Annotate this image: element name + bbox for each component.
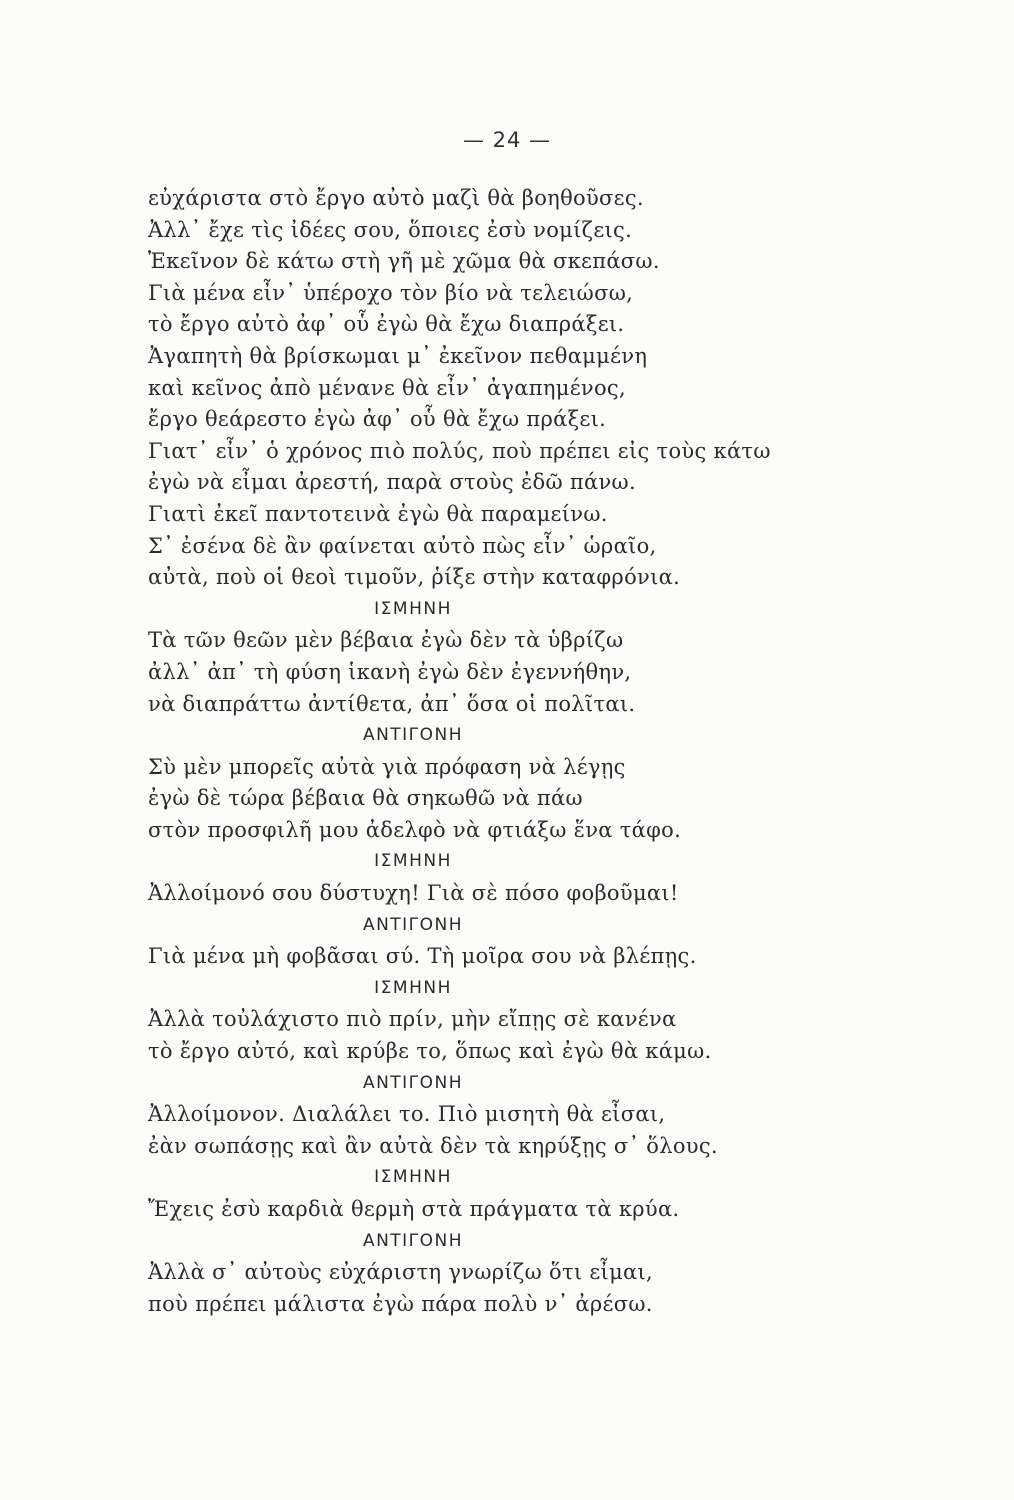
page-number: — 24 — bbox=[462, 128, 552, 152]
verse-line: Τὰ τῶν θεῶν μὲν βέβαια ἐγὼ δὲν τὰ ὑβρίζω bbox=[148, 628, 624, 653]
verse-line: στὸν προσφιλῆ μου ἀδελφὸ νὰ φτιάξω ἕνα τάφο. bbox=[148, 817, 682, 842]
speaker-name: ΙΣΜΗΝΗ bbox=[374, 977, 452, 998]
speaker-name: ΑΝΤΙΓΟΝΗ bbox=[362, 725, 464, 746]
verse-line: Ἀλλ᾽ ἔχε τὶς ἰδέες σου, ὅποιες ἐσὺ νομίζεις. bbox=[148, 217, 633, 242]
verse-line: εὐχάριστα στὸ ἔργο αὐτὸ μαζὶ θὰ βοηθοῦσες. bbox=[148, 186, 644, 210]
speaker-name: ΑΝΤΙΓΟΝΗ bbox=[362, 1072, 464, 1093]
verse-line: καὶ κεῖνος ἀπὸ μένανε θὰ εἶν᾽ ἀγαπημένος, bbox=[148, 375, 626, 400]
verse-line: Γιατ᾽ εἶν᾽ ὁ χρόνος πιὸ πολύς, ποὺ πρέπει εἰς τοὺς κάτω bbox=[148, 438, 771, 463]
verse-line: Γιατὶ ἐκεῖ παντοτεινὰ ἐγὼ θὰ παραμείνω. bbox=[148, 501, 608, 526]
verse-line: Σὺ μὲν μπορεῖς αὐτὰ γιὰ πρόφαση νὰ λέγῃς bbox=[148, 754, 626, 779]
speaker-name: ΙΣΜΗΝΗ bbox=[374, 1167, 452, 1188]
verse-line: τὸ ἔργο αὐτό, καὶ κρύβε το, ὅπως καὶ ἐγὼ θὰ κάμω. bbox=[148, 1039, 712, 1064]
verse-line: τὸ ἔργο αὐτὸ ἀφ᾽ οὗ ἐγὼ θὰ ἔχω διαπράξει. bbox=[148, 312, 625, 337]
verse-line: νὰ διαπράττω ἀντίθετα, ἀπ᾽ ὅσα οἱ πολῖται. bbox=[148, 691, 636, 716]
verse-line: ἔργο θεάρεστο ἐγὼ ἀφ᾽ οὗ θὰ ἔχω πράξει. bbox=[148, 407, 607, 432]
verse-line: Ἀγαπητὴ θὰ βρίσκωμαι μ᾽ ἐκεῖνον πεθαμμένη bbox=[148, 343, 648, 368]
verse-line: Ἐκεῖνον δὲ κάτω στὴ γῆ μὲ χῶμα θὰ σκεπάσω. bbox=[148, 249, 660, 274]
verse-line: Γιὰ μένα μὴ φοβᾶσαι σύ. Τὴ μοῖρα σου νὰ βλέπῃς. bbox=[148, 944, 697, 969]
verse-line: Σ᾽ ἐσένα δὲ ἂν φαίνεται αὐτὸ πὼς εἶν᾽ ὡραῖο, bbox=[148, 533, 657, 558]
verse-line: Ἀλλὰ τοὐλάχιστο πιὸ πρίν, μὴν εἴπῃς σὲ κανένα bbox=[148, 1007, 677, 1032]
verse-line: Ἀλλοίμονό σου δύστυχη! Γιὰ σὲ πόσο φοβοῦμαι! bbox=[148, 881, 679, 906]
speaker-name: ΙΣΜΗΝΗ bbox=[374, 851, 452, 872]
verse-line: Ἀλλοίμονον. Διαλάλει το. Πιὸ μισητὴ θὰ εἶσαι, bbox=[148, 1102, 666, 1127]
verse-line: ἐγὼ νὰ εἶμαι ἀρεστή, παρὰ στοὺς ἐδῶ πάνω. bbox=[148, 470, 636, 495]
verse-line: ἐγὼ δὲ τώρα βέβαια θὰ σηκωθῶ νὰ πάω bbox=[148, 786, 583, 811]
verse-line: Ἀλλὰ σ᾽ αὐτοὺς εὐχάριστη γνωρίζω ὅτι εἶμαι, bbox=[148, 1260, 654, 1285]
speaker-name: ΑΝΤΙΓΟΝΗ bbox=[362, 914, 464, 935]
play-text bbox=[148, 183, 968, 1320]
verse-line: Ἔχεις ἐσὺ καρδιὰ θερμὴ στὰ πράγματα τὰ κρύα. bbox=[148, 1197, 680, 1221]
verse-line: ἐὰν σωπάσῃς καὶ ἂν αὐτὰ δὲν τὰ κηρύξῃς σ᾽ ὅλους. bbox=[148, 1133, 718, 1158]
verse-line: Γιὰ μένα εἶν᾽ ὑπέροχο τὸν βίο νὰ τελειώσω, bbox=[148, 280, 634, 305]
verse-line: ποὺ πρέπει μάλιστα ἐγὼ πάρα πολὺ ν᾽ ἀρέσω. bbox=[148, 1291, 653, 1316]
speaker-name: ΑΝΤΙΓΟΝΗ bbox=[362, 1230, 464, 1251]
verse-line: αὐτὰ, ποὺ οἱ θεοὶ τιμοῦν, ῥίξε στὴν καταφρόνια. bbox=[148, 565, 681, 590]
verse-line: ἀλλ᾽ ἀπ᾽ τὴ φύση ἱκανὴ ἐγὼ δὲν ἐγεννήθην, bbox=[148, 659, 632, 684]
speaker-name: ΙΣΜΗΝΗ bbox=[374, 598, 452, 619]
